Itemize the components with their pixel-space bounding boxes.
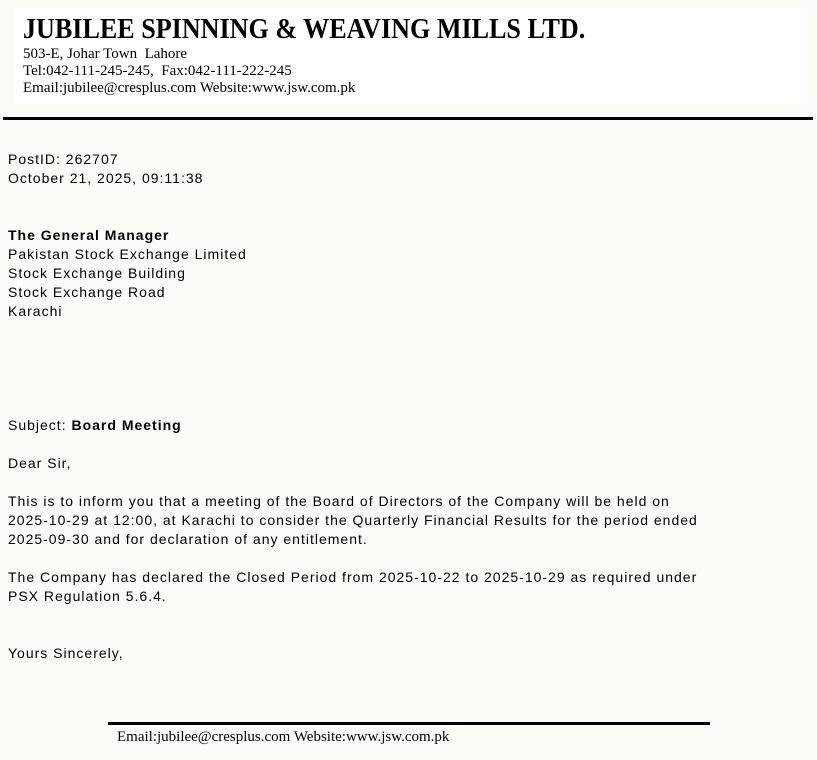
closing: Yours Sincerely, — [8, 645, 124, 661]
paragraph-line: This is to inform you that a meeting of the Board of Directors of the Company will be held on — [8, 493, 670, 509]
paragraph — [8, 492, 809, 549]
company-email-website: Email:jubilee@cresplus.com Website:www.jsw.com.pk — [23, 80, 356, 96]
paragraph — [8, 568, 809, 606]
meta-line: October 21, 2025, 09:11:38 — [8, 170, 204, 186]
company-phone-fax: Tel:042-111-245-245, Fax:042-111-222-245 — [23, 63, 292, 79]
recipient-lines — [8, 245, 809, 321]
recipient-address — [8, 226, 809, 321]
post-meta — [8, 150, 809, 188]
recipient-line: Pakistan Stock Exchange Limited — [8, 246, 247, 262]
header-divider — [3, 117, 813, 120]
salutation: Dear Sir, — [8, 455, 72, 471]
footer-divider — [108, 722, 710, 725]
paragraph-line: The Company has declared the Closed Period from 2025-10-22 to 2025-10-29 as required under — [8, 569, 698, 585]
recipient-line: Stock Exchange Road — [8, 284, 166, 300]
paragraph-line: 2025-09-30 and for declaration of any entitlement. — [8, 531, 368, 547]
recipient-title: The General Manager — [8, 227, 170, 243]
recipient-line: Karachi — [8, 303, 63, 319]
meta-line: PostID: 262707 — [8, 151, 119, 167]
paragraph-line: PSX Regulation 5.6.4. — [8, 588, 167, 604]
company-name: JUBILEE SPINNING & WEAVING MILLS LTD. — [23, 13, 586, 45]
subject-line — [8, 416, 809, 435]
subject-label: Subject: — [8, 417, 72, 433]
company-address: 503-E, Johar Town Lahore — [23, 46, 188, 62]
paragraphs — [8, 492, 809, 606]
recipient-line: Stock Exchange Building — [8, 265, 186, 281]
letterhead — [15, 8, 807, 105]
paragraph-line: 2025-10-29 at 12:00, at Karachi to consider the Quarterly Financial Results for the period ended — [8, 512, 698, 528]
footer-contact: Email:jubilee@cresplus.com Website:www.jsw.com.pk — [117, 729, 450, 745]
letter-body — [8, 150, 809, 663]
subject-value: Board Meeting — [71, 417, 182, 433]
